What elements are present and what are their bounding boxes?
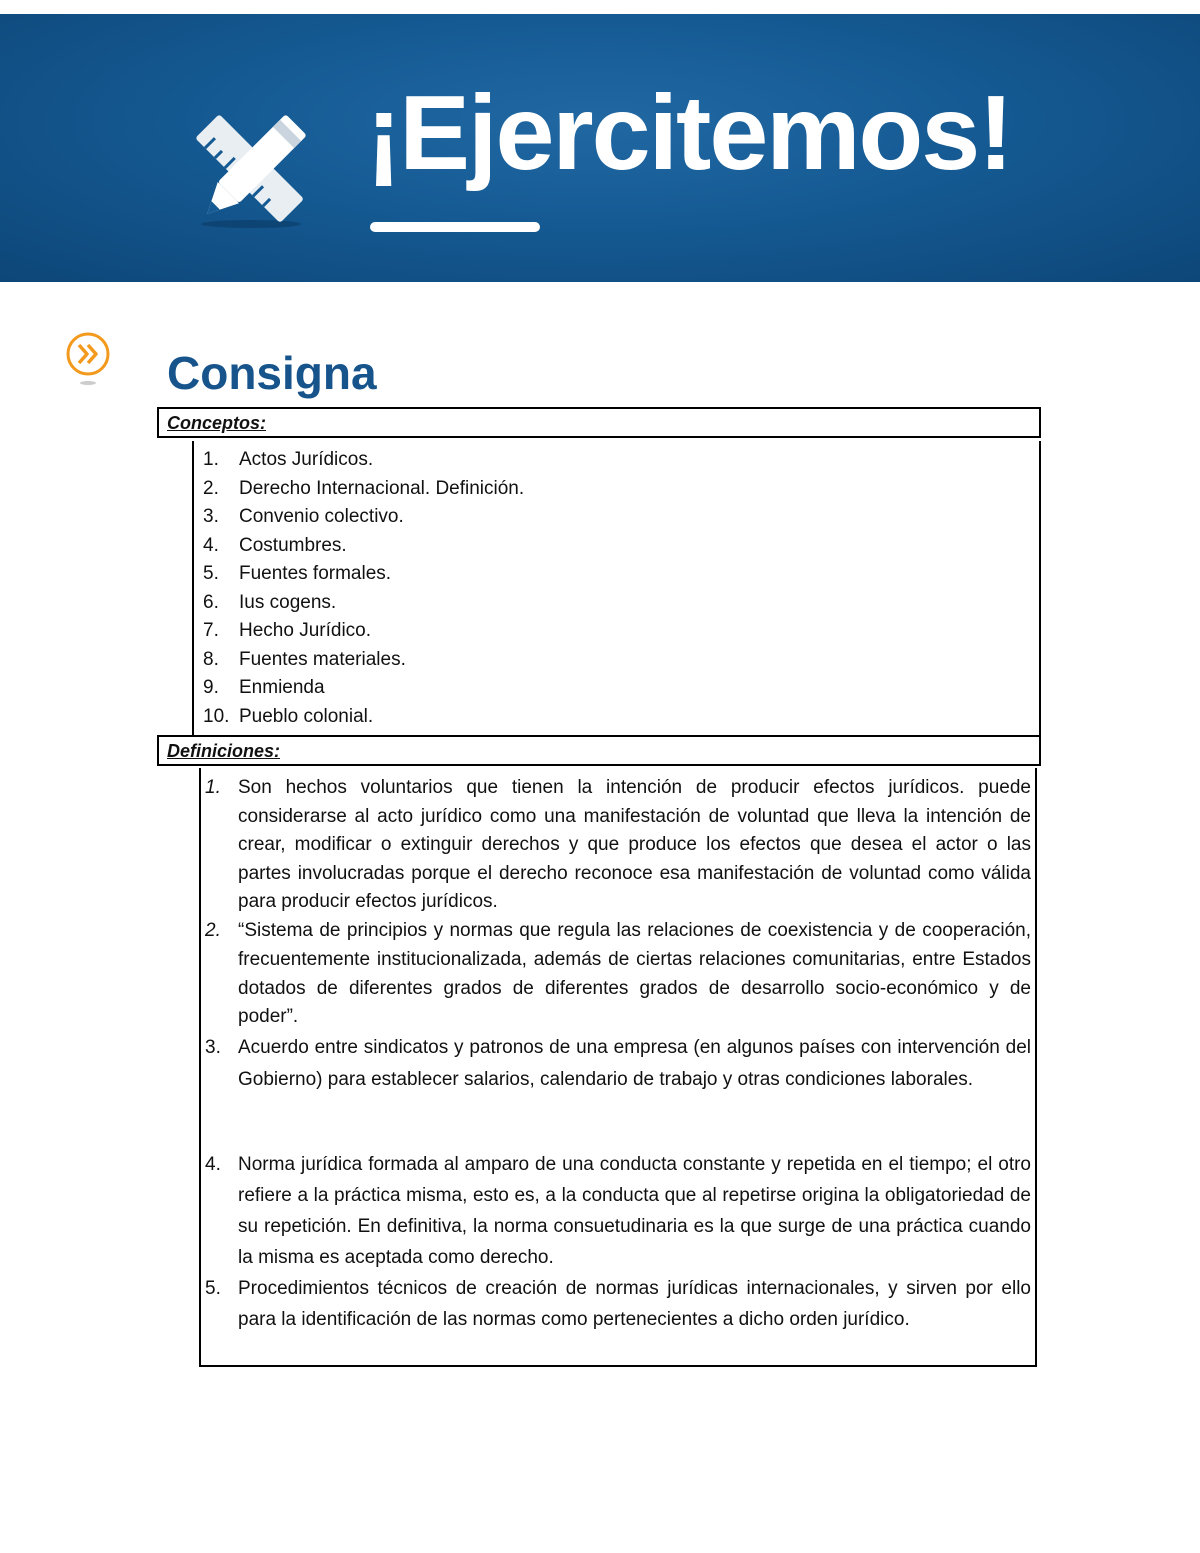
double-chevron-icon — [64, 330, 112, 388]
section-title: Consigna — [167, 347, 377, 399]
pencil-ruler-icon — [196, 110, 306, 230]
list-item: 5. Fuentes formales. — [203, 563, 392, 584]
list-item: 6. Ius cogens. — [203, 592, 337, 613]
conceptos-label: Conceptos: — [167, 413, 266, 433]
list-item: 7. Hecho Jurídico. — [203, 620, 372, 641]
conceptos-list — [192, 441, 1041, 735]
list-item: 9. Enmienda — [203, 677, 325, 698]
definiciones-label: Definiciones: — [167, 741, 281, 761]
definiciones-list — [199, 768, 1037, 1367]
list-item: 4. Costumbres. — [203, 535, 347, 556]
banner-title: ¡Ejercitemos! — [366, 74, 1012, 192]
list-item: 8. Fuentes materiales. — [203, 649, 406, 670]
definition-item: 1. Son hechos voluntarios que tienen la intención de producir efectos jurídicos. puede considerarse al acto jurídico como una manifestación de voluntad que lleva la intención de crear, modificar o extinguir derechos y que produce los efectos que desea el actor o las partes involucradas porque el derecho reconoce esa manifestación de voluntad como válida para producir efectos jurídicos. — [205, 777, 1031, 912]
list-item: 10. Pueblo colonial. — [203, 706, 374, 727]
list-item: 1. Actos Jurídicos. — [203, 449, 374, 470]
definiciones-header — [157, 735, 1041, 766]
definition-item: 5. Procedimientos técnicos de creación de normas jurídicas internacionales, y sirven por ello para la identificación de las normas como pertenecientes a dicho orden jurídico. — [205, 1278, 1031, 1330]
definition-item: 3. Acuerdo entre sindicatos y patronos de una empresa (en algunos países con intervención del Gobierno) para establecer salarios, calendario de trabajo y otras condiciones laborales. — [205, 1037, 1031, 1090]
list-item: 3. Convenio colectivo. — [203, 506, 404, 527]
header-banner — [0, 14, 1200, 282]
banner-underline — [370, 222, 540, 232]
list-item: 2. Derecho Internacional. Definición. — [203, 478, 525, 499]
conceptos-header — [157, 407, 1041, 438]
definition-item: 2. “Sistema de principios y normas que regula las relaciones de coexistencia y de cooperación, frecuentemente institucionalizada, además de ciertas relaciones comunitarias, entre Estados dotados de diferentes grados de diferentes grados de desarrollo socio-económico y de poder”. — [205, 920, 1031, 1028]
definition-item: 4. Norma jurídica formada al amparo de una conducta constante y repetida en el tiempo; el otro refiere a la práctica misma, esto es, a la conducta que al repetirse origina la obligatoriedad de su repetición. En definitiva, la norma consuetudinaria es la que surge de una práctica cuando la misma es aceptada como derecho. — [205, 1154, 1031, 1268]
